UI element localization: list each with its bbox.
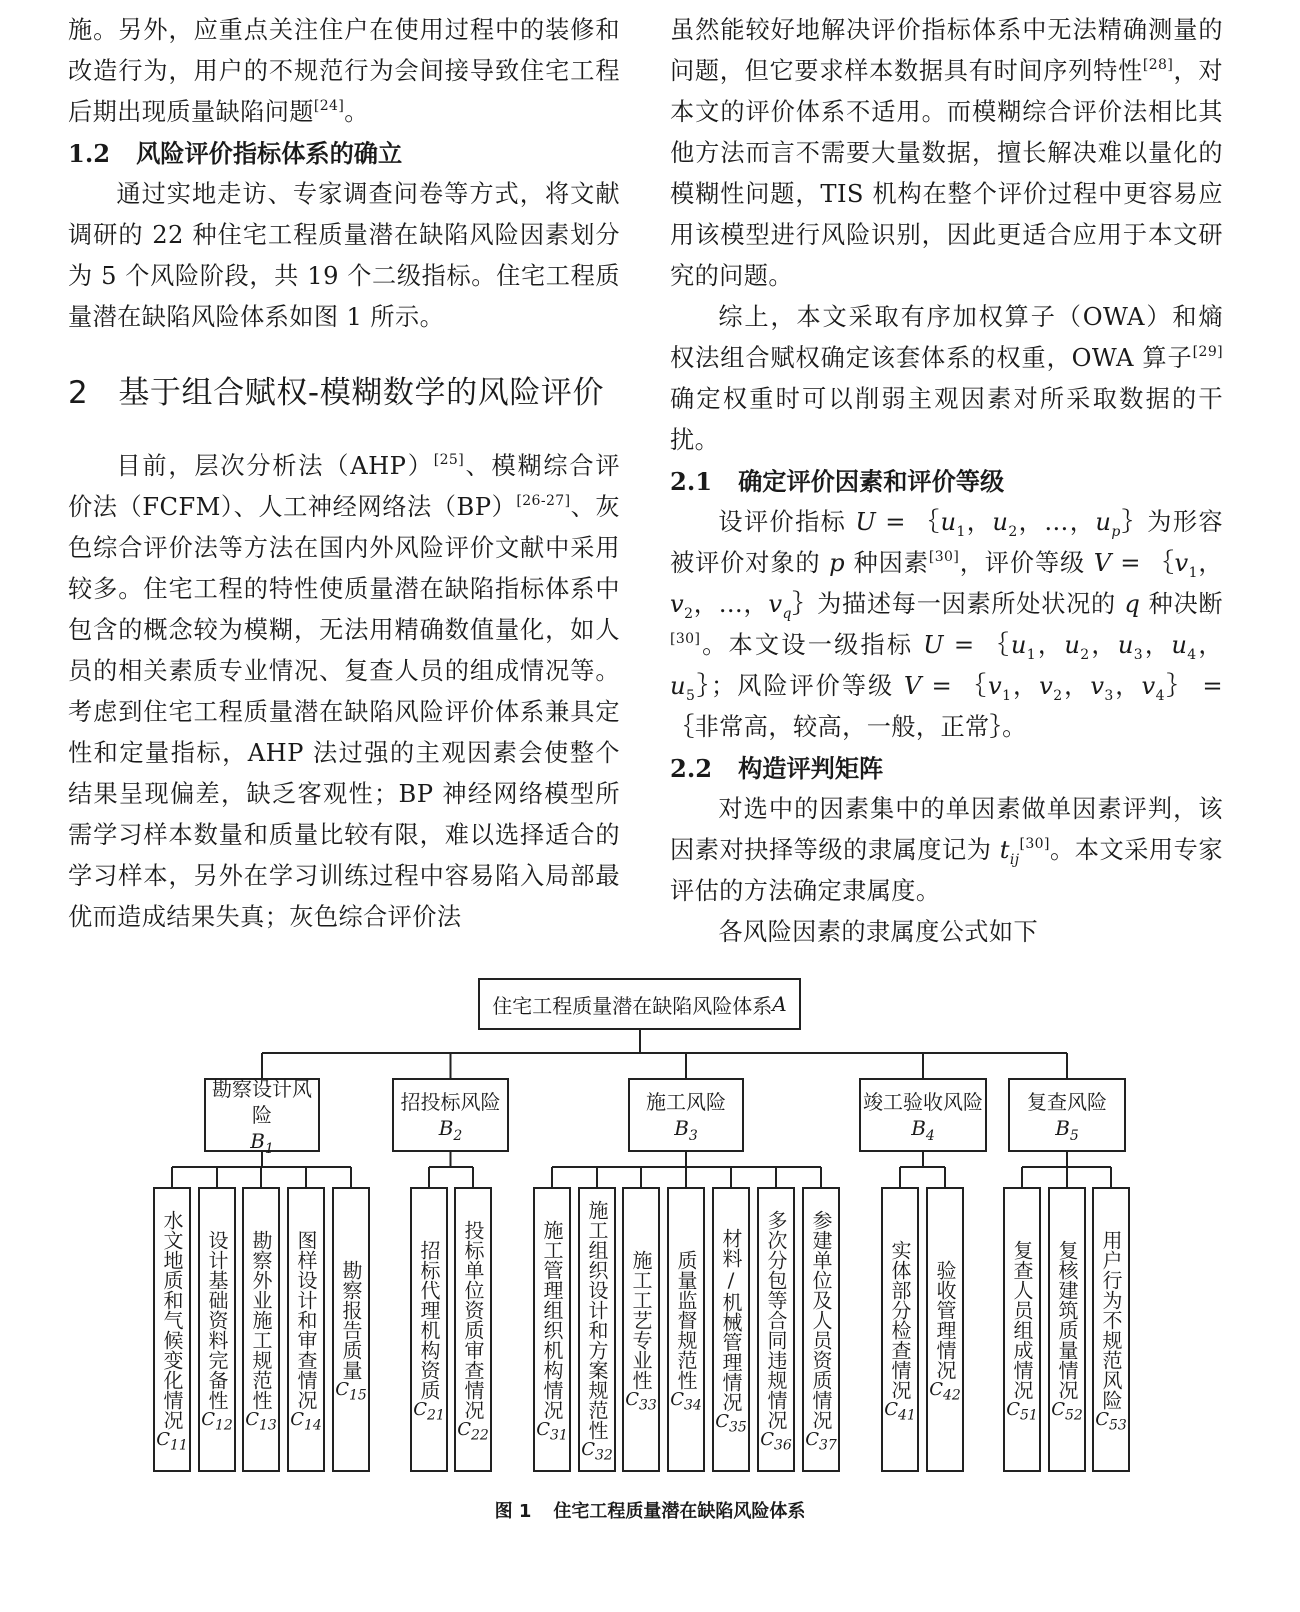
indicator-node-c21 (410, 1187, 448, 1472)
indicator-node-c35 (712, 1187, 750, 1472)
node-code: $C_{52}$ (1051, 1398, 1083, 1424)
paragraph: 虽然能较好地解决评价指标体系中无法精确测量的问题，但它要求样本数据具有时间序列特性[28]，对本文的评价体系不适用。而模糊综合评价法相比其他方法而言不需要大量数据，擅长解决难以量化的模糊性问题，TIS 机构在整个评价过程中更容易应用该模型进行风险识别，因此更适合应用于本文研究的问题。 (670, 16, 1223, 290)
paragraph: 施。另外，应重点关注住户在使用过程中的装修和改造行为，用户的不规范行为会间接导致住宅工程后期出现质量缺陷问题[24]。 (68, 16, 620, 126)
node-code: $C_{31}$ (536, 1418, 568, 1444)
node-code: $C_{32}$ (581, 1438, 613, 1464)
indicator-node-c32 (578, 1187, 616, 1472)
node-label: 图样设计和审查情况 (294, 1229, 318, 1410)
node-label: 复查风险 (1027, 1090, 1107, 1114)
node-label: 用户行为不规范风险 (1099, 1229, 1123, 1410)
paragraph: 各风险因素的隶属度公式如下 (718, 918, 1039, 946)
root-node: 住宅工程质量潜在缺陷风险体系 A (478, 978, 801, 1030)
node-label: 施工风险 (646, 1090, 726, 1114)
node-code: $C_{35}$ (715, 1410, 747, 1436)
node-label: 实体部分检查情况 (888, 1239, 912, 1400)
node-label: 施工工艺专业性 (629, 1249, 653, 1390)
node-code: $C_{15}$ (335, 1378, 367, 1404)
node-label: 验收管理情况 (933, 1259, 957, 1380)
risk-stage-node-b4 (859, 1078, 987, 1152)
indicator-node-c13 (242, 1187, 280, 1472)
indicator-node-c14 (287, 1187, 325, 1472)
node-code: $C_{41}$ (884, 1398, 916, 1424)
paragraph: 通过实地走访、专家调查问卷等方式，将文献调研的 22 种住宅工程质量潜在缺陷风险因素划分为 5 个风险阶段，共 19 个二级指标。住宅工程质量潜在缺陷风险体系如图 1 所示。 (68, 180, 620, 331)
node-code: $C_{12}$ (201, 1408, 233, 1434)
figure-caption: 图 1 住宅工程质量潜在缺陷风险体系 (494, 1501, 806, 1522)
indicator-node-c36 (757, 1187, 795, 1472)
indicator-node-c12 (198, 1187, 236, 1472)
node-label: 招标代理机构资质 (417, 1239, 441, 1400)
node-label: 勘察设计风险 (212, 1077, 312, 1127)
node-code: $B_4$ (911, 1116, 935, 1144)
node-label: 多次分包等合同违规情况 (764, 1209, 788, 1430)
subsection-heading-1-2: 1.2 风险评价指标体系的确立 (68, 139, 403, 168)
indicator-node-c31 (533, 1187, 571, 1472)
subsection-heading-2-1: 2.1 确定评价因素和评价等级 (670, 467, 1005, 496)
node-code: $C_{14}$ (290, 1408, 322, 1434)
subsection-heading-2-2: 2.2 构造评判矩阵 (670, 754, 884, 783)
node-label: 招投标风险 (400, 1090, 501, 1114)
node-label: 投标单位资质审查情况 (461, 1219, 485, 1420)
node-code: $C_{37}$ (805, 1428, 837, 1454)
node-code: $C_{42}$ (929, 1378, 961, 1404)
indicator-node-c15 (332, 1187, 370, 1472)
indicator-node-c53 (1092, 1187, 1130, 1472)
node-code: $C_{21}$ (413, 1398, 445, 1424)
node-code: $C_{51}$ (1006, 1398, 1038, 1424)
node-label: 复查人员组成情况 (1010, 1239, 1034, 1400)
node-label: 勘察外业施工规范性 (249, 1229, 273, 1410)
node-code: $C_{34}$ (670, 1388, 702, 1414)
node-label: 设计基础资料完备性 (205, 1229, 229, 1410)
node-code: $B_1$ (250, 1129, 274, 1157)
right-column (670, 10, 1223, 953)
node-code: $B_3$ (674, 1116, 698, 1144)
node-code: $C_{13}$ (245, 1408, 277, 1434)
indicator-node-c22 (454, 1187, 492, 1472)
paragraph: 设评价指标 $U = \{u_1$，$u_2$，…，$u_p\}$为形容被评价对象的 p 种因素[30]，评价等级 $V = \{v_1$，$v_2$，…，$v_q\}$为描述每一因素所处状况的 q 种决断[30]。本文设一级指标 $U = \{u_1$，$u_2$，$u_3$，$u_4$，$u_5\}$；风险评价等级 $V = \{v_1$，$v_2$，$v_3$，$v_4\}$ = ｛非常高，较高，一般，正常｝。 (670, 508, 1224, 741)
node-code: $C_{22}$ (457, 1418, 489, 1444)
indicator-node-c42 (926, 1187, 964, 1472)
node-code: $C_{11}$ (156, 1428, 188, 1454)
risk-stage-node-b2 (392, 1078, 509, 1152)
node-label: 参建单位及人员资质情况 (809, 1209, 833, 1430)
section-heading-2: 2 基于组合赋权-模糊数学的风险评价 (68, 375, 605, 411)
indicator-node-c51 (1003, 1187, 1041, 1472)
risk-stage-node-b3 (628, 1078, 744, 1152)
node-label: 勘察报告质量 (339, 1259, 363, 1380)
node-label: 竣工验收风险 (863, 1090, 983, 1114)
risk-stage-node-b1 (204, 1077, 320, 1157)
node-code: $C_{36}$ (760, 1428, 792, 1454)
node-label: 复核建筑质量情况 (1055, 1239, 1079, 1400)
node-label: 质量监督规范性 (674, 1249, 698, 1390)
indicator-node-c37 (802, 1187, 840, 1472)
paragraph: 对选中的因素集中的单因素做单因素评判，该因素对抉择等级的隶属度记为 $t_{ij}[30]$。本文采用专家评估的方法确定隶属度。 (670, 795, 1223, 905)
indicator-node-c34 (667, 1187, 705, 1472)
indicator-node-c52 (1048, 1187, 1086, 1472)
node-code: $B_5$ (1055, 1116, 1079, 1144)
node-label: 施工管理组织机构情况 (540, 1219, 564, 1420)
node-code: $B_2$ (438, 1116, 463, 1144)
indicator-node-c33 (622, 1187, 660, 1472)
node-label: 材料/机械管理情况 (719, 1227, 743, 1412)
node-code: $C_{33}$ (625, 1388, 657, 1414)
paragraph: 综上，本文采取有序加权算子（OWA）和熵权法组合赋权确定该套体系的权重，OWA 算子[29]确定权重时可以削弱主观因素对所采取数据的干扰。 (670, 303, 1223, 454)
node-code: $C_{53}$ (1095, 1408, 1127, 1434)
node-label: 水文地质和气候变化情况 (160, 1209, 184, 1430)
indicator-node-c11 (153, 1187, 191, 1472)
indicator-node-c41 (881, 1187, 919, 1472)
paragraph: 目前，层次分析法（AHP）[25]、模糊综合评价法（FCFM）、人工神经网络法（BP）[26-27]、灰色综合评价法等方法在国内外风险评价文献中采用较多。住宅工程的特性使质量潜在缺陷指标体系中包含的概念较为模糊，无法用精确数值量化，如人员的相关素质专业情况、复查人员的组成情况等。考虑到住宅工程质量潜在缺陷风险评价体系兼具定性和定量指标，AHP 法过强的主观因素会使整个结果呈现偏差，缺乏客观性；BP 神经网络模型所需学习样本数量和质量比较有限，难以选择适合的学习样本，另外在学习训练过程中容易陷入局部最优而造成结果失真；灰色综合评价法 (68, 452, 620, 931)
risk-stage-node-b5 (1008, 1078, 1126, 1152)
node-label: 施工组织设计和方案规范性 (585, 1199, 609, 1440)
left-column (68, 10, 620, 938)
